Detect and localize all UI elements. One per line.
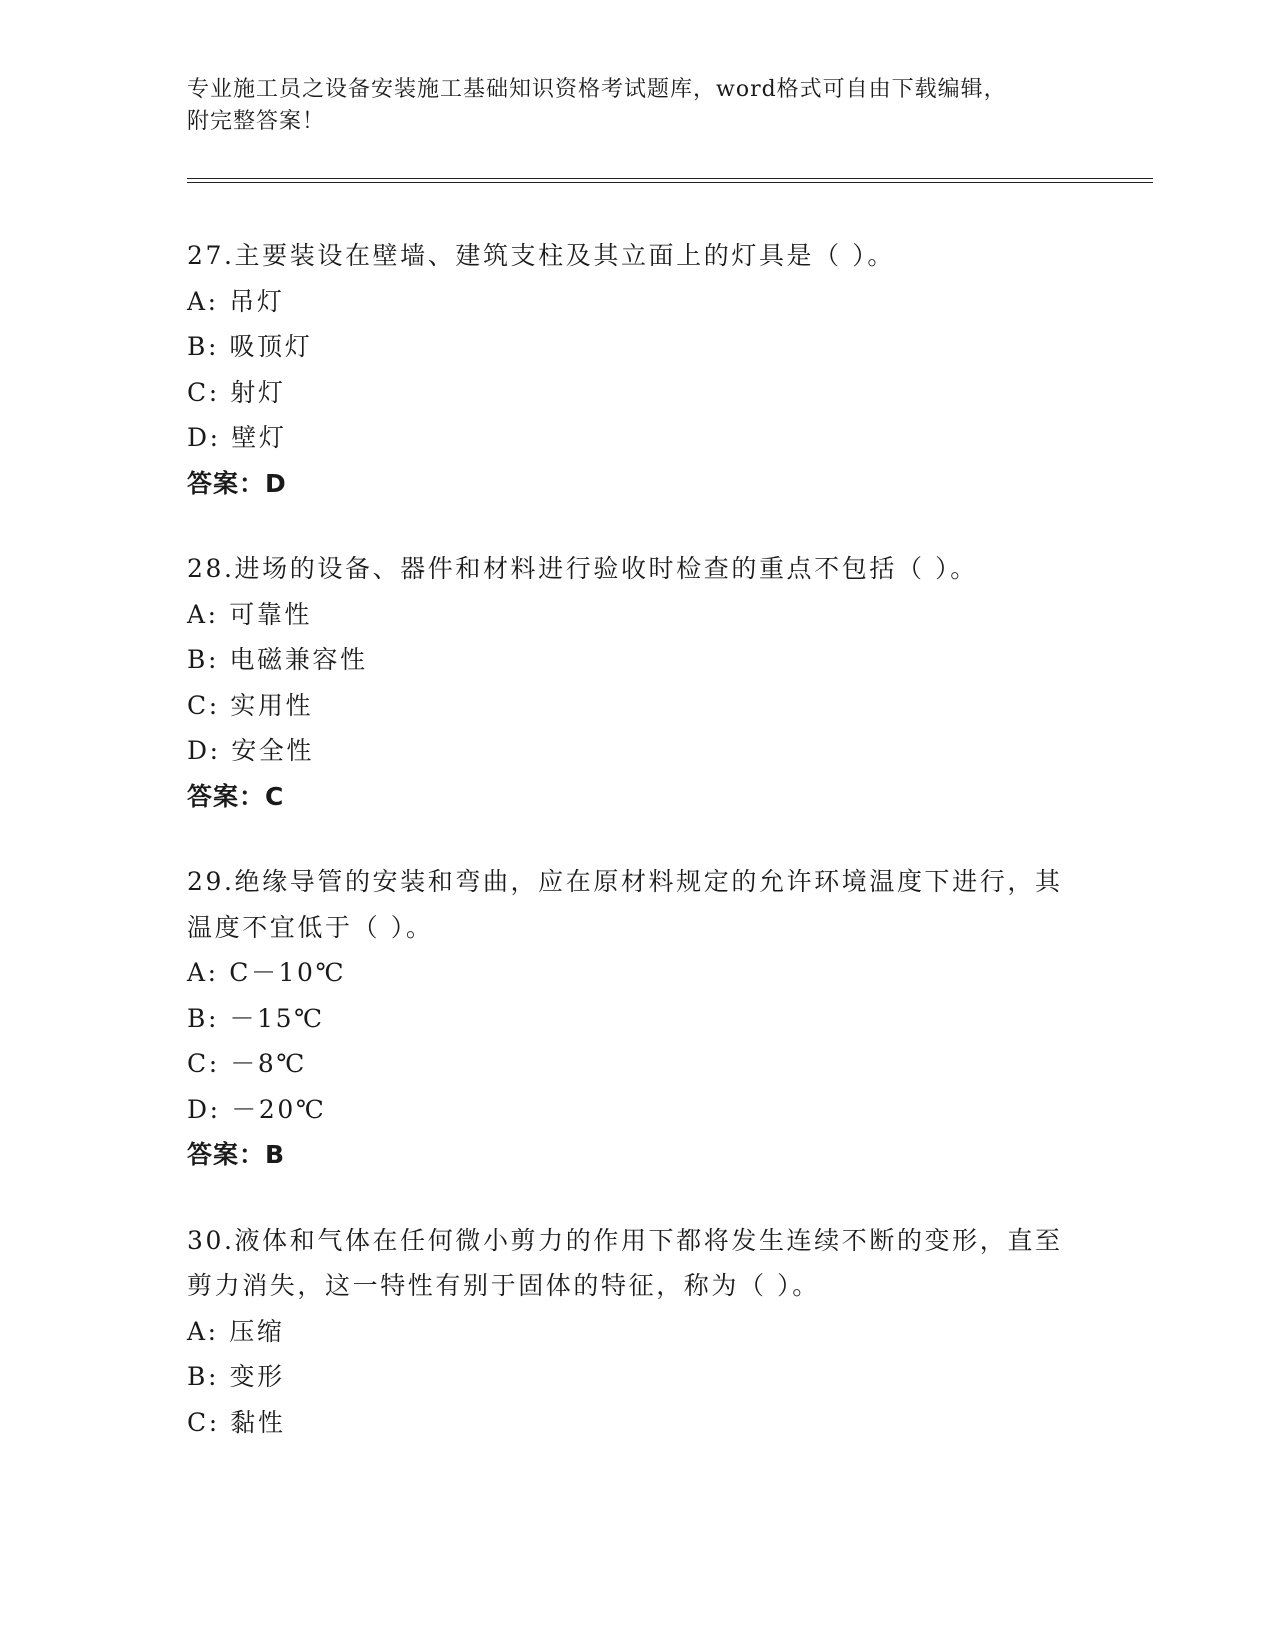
question-stem: 30.液体和气体在任何微小剪力的作用下都将发生连续不断的变形，直至剪力消失，这一特性有别于固体的特征，称为（ ）。	[187, 1225, 1063, 1300]
header-rule-bottom	[187, 182, 1153, 183]
question-stem: 29.绝缘导管的安装和弯曲，应在原材料规定的允许环境温度下进行，其温度不宜低于（ ）。	[187, 867, 1063, 942]
question-stem: 28.进场的设备、器件和材料进行验收时检查的重点不包括（ ）。	[187, 554, 978, 583]
question-27	[187, 233, 1087, 506]
option-c: C: 实用性	[187, 690, 314, 720]
option-d: D: －20℃	[187, 1094, 327, 1124]
header-rule-top	[187, 178, 1153, 179]
option-b: B: 变形	[187, 1362, 285, 1391]
question-30	[187, 1218, 1087, 1446]
question-29	[187, 859, 1087, 1178]
option-d: D: 安全性	[187, 736, 315, 765]
question-list	[187, 233, 1087, 1485]
option-d: D: 壁灯	[187, 423, 287, 452]
option-a: A: 可靠性	[187, 599, 313, 629]
option-a: A: 压缩	[187, 1316, 285, 1346]
option-a: A: 吊灯	[187, 286, 285, 316]
option-b: B: 吸顶灯	[187, 332, 313, 361]
answer-label: 答案：B	[187, 1140, 286, 1169]
option-b: B: 电磁兼容性	[187, 645, 368, 674]
option-c: C: 黏性	[187, 1407, 286, 1437]
document-header	[187, 74, 1087, 138]
option-b: B: －15℃	[187, 1003, 325, 1033]
option-a: A: C－10℃	[187, 958, 347, 987]
question-28	[187, 546, 1087, 819]
option-c: C: －8℃	[187, 1049, 307, 1078]
answer-label: 答案：C	[187, 781, 285, 811]
question-stem: 27.主要装设在壁墙、建筑支柱及其立面上的灯具是（ ）。	[187, 241, 896, 270]
header-line-2: 附完整答案！	[187, 109, 326, 134]
header-line-1: 专业施工员之设备安装施工基础知识资格考试题库，word格式可自由下载编辑，	[187, 77, 1007, 102]
option-c: C: 射灯	[187, 377, 286, 407]
answer-label: 答案：D	[187, 468, 287, 498]
